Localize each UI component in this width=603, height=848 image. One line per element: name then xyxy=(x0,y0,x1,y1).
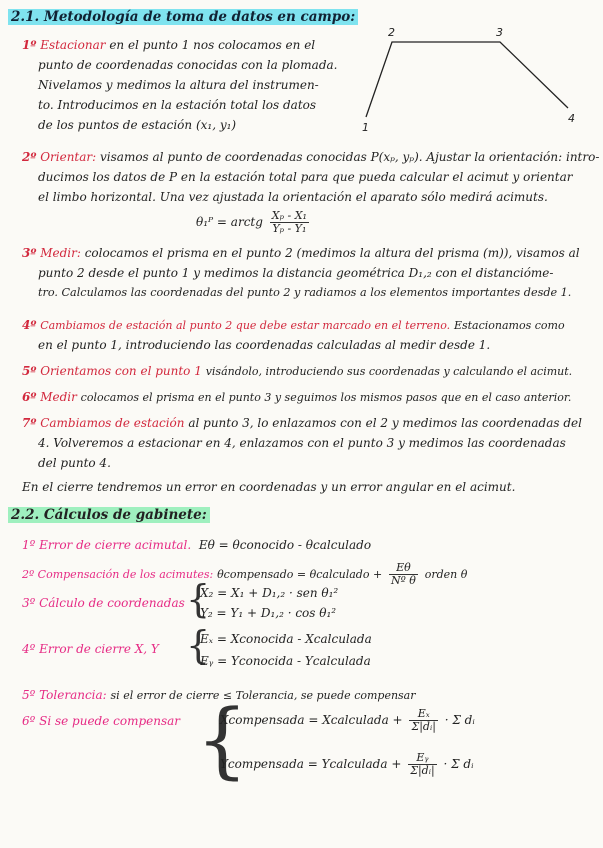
calc-item-3-formula-x: X₂ = X₁ + D₁,₂ · sen θ₁² xyxy=(200,586,339,600)
p2-line-1: 2º Orientar: visamos al punto de coordenadas conocidas P(xₚ, yₚ). Ajustar la orientación: intro- xyxy=(22,150,600,164)
p7-line-2: 4. Volveremos a estacionar en 4, enlazamos con el punto 3 y medimos las coordenadas xyxy=(38,436,566,450)
calc-item-6-formula-y: Ycompensada = Ycalculada + $\frac{\text{Eᵧ}}{\text{Σ|dᵢ|}}$ · Σ dᵢ xyxy=(220,751,474,777)
p4-line-1: 4º Cambiamos de estación al punto 2 que debe estar marcado en el terreno. Estacionamos como xyxy=(22,318,565,332)
p3-line-3: tro. Calculamos las coordenadas del punto 2 y radiamos a los elementos importantes desde 1. xyxy=(38,286,572,299)
calc-item-5: 5º Tolerancia: si el error de cierre ≤ Tolerancia, se puede compensar xyxy=(22,688,416,702)
diagram-label-4: 4 xyxy=(568,112,575,125)
p5-line-1: 5º Orientamos con el punto 1 visándolo, introduciendo sus coordenadas y calculando el acimut. xyxy=(22,364,573,378)
p2-line-3: el limbo horizontal. Una vez ajustada la orientación el aparato sólo medirá acimuts. xyxy=(38,190,548,204)
p6-line-1: 6º Medir colocamos el prisma en el punto 3 y seguimos los mismos pasos que en el caso anterior. xyxy=(22,390,572,404)
diagram-label-3: 3 xyxy=(496,26,503,39)
p4-line-2: en el punto 1, introduciendo las coordenadas calculadas al medir desde 1. xyxy=(38,338,491,352)
p1-line-3: Nivelamos y medimos la altura del instrumen- xyxy=(38,78,319,92)
calc-item-2: 2º Compensación de los acimutes: θcompensado = θcalculado + $\frac{E\theta}{\text{Nº θ}}$ orden θ xyxy=(22,561,468,587)
item-6-fraction-x: $\frac{\text{Eₓ}}{\text{Σ|dᵢ|}}$ xyxy=(411,707,436,733)
p2-line-2: ducimos los datos de P en la estación total para que pueda calcular el acimut y orientar xyxy=(38,170,573,184)
item-6-brace: { xyxy=(196,693,249,788)
traverse-polyline xyxy=(366,42,568,117)
p1-line-4: to. Introducimos en la estación total los datos xyxy=(38,98,317,112)
orientation-formula: θ₁ᴾ = arctg $\frac{\text{Xₚ - X₁}}{\text{Yₚ - Y₁}}$ xyxy=(196,209,307,235)
p7-line-1: 7º Cambiamos de estación al punto 3, lo enlazamos con el 2 y medimos las coordenadas del xyxy=(22,416,582,430)
calc-item-6-label: 6º Si se puede compensar xyxy=(22,714,181,728)
calc-item-3-label: 3º Cálculo de coordenadas xyxy=(22,596,185,610)
item-6-fraction-y: $\frac{\text{Eᵧ}}{\text{Σ|dᵢ|}}$ xyxy=(410,751,435,777)
closing-line: En el cierre tendremos un error en coordenadas y un error angular en el acimut. xyxy=(22,480,516,494)
p1-line-5: de los puntos de estación (x₁, y₁) xyxy=(38,118,237,132)
orientation-fraction: $\frac{\text{Xₚ - X₁}}{\text{Yₚ - Y₁}}$ xyxy=(271,209,307,235)
calc-item-6-formula-x: Xcompensada = Xcalculada + $\frac{\text{Eₓ}}{\text{Σ|dᵢ|}}$ · Σ dᵢ xyxy=(220,707,475,733)
calc-item-1: 1º Error de cierre acimutal. Eθ = θconocido - θcalculado xyxy=(22,538,372,552)
p7-line-3: del punto 4. xyxy=(38,456,111,470)
compensation-fraction: $\frac{E\theta}{\text{Nº θ}}$ xyxy=(391,561,416,587)
item-4-brace: { xyxy=(186,623,211,667)
calc-item-4-formula-x: Eₓ = Xconocida - Xcalculada xyxy=(200,632,372,646)
section-title-2-2: 2.2. Cálculos de gabinete: xyxy=(8,508,210,522)
p1-line-2: punto de coordenadas conocidas con la plomada. xyxy=(38,58,338,72)
p1-line-1: 1º Estacionar en el punto 1 nos colocamos en el xyxy=(22,38,316,52)
section-title-2-1: 2.1. Metodología de toma de datos en campo: xyxy=(8,10,358,24)
calc-item-4-formula-y: Eᵧ = Yconocida - Ycalculada xyxy=(200,654,371,668)
item-3-brace: { xyxy=(186,577,211,621)
calc-item-3-formula-y: Y₂ = Y₁ + D₁,₂ · cos θ₁² xyxy=(200,606,337,620)
p3-line-2: punto 2 desde el punto 1 y medimos la distancia geométrica D₁,₂ con el distancióme- xyxy=(38,266,554,280)
p3-line-1: 3º Medir: colocamos el prisma en el punto 2 (medimos la altura del prisma (m)), visamos al xyxy=(22,246,580,260)
calc-item-4-label: 4º Error de cierre X, Y xyxy=(22,642,159,656)
diagram-label-1: 1 xyxy=(362,121,369,134)
diagram-label-2: 2 xyxy=(388,26,395,39)
traverse-diagram xyxy=(350,22,585,137)
